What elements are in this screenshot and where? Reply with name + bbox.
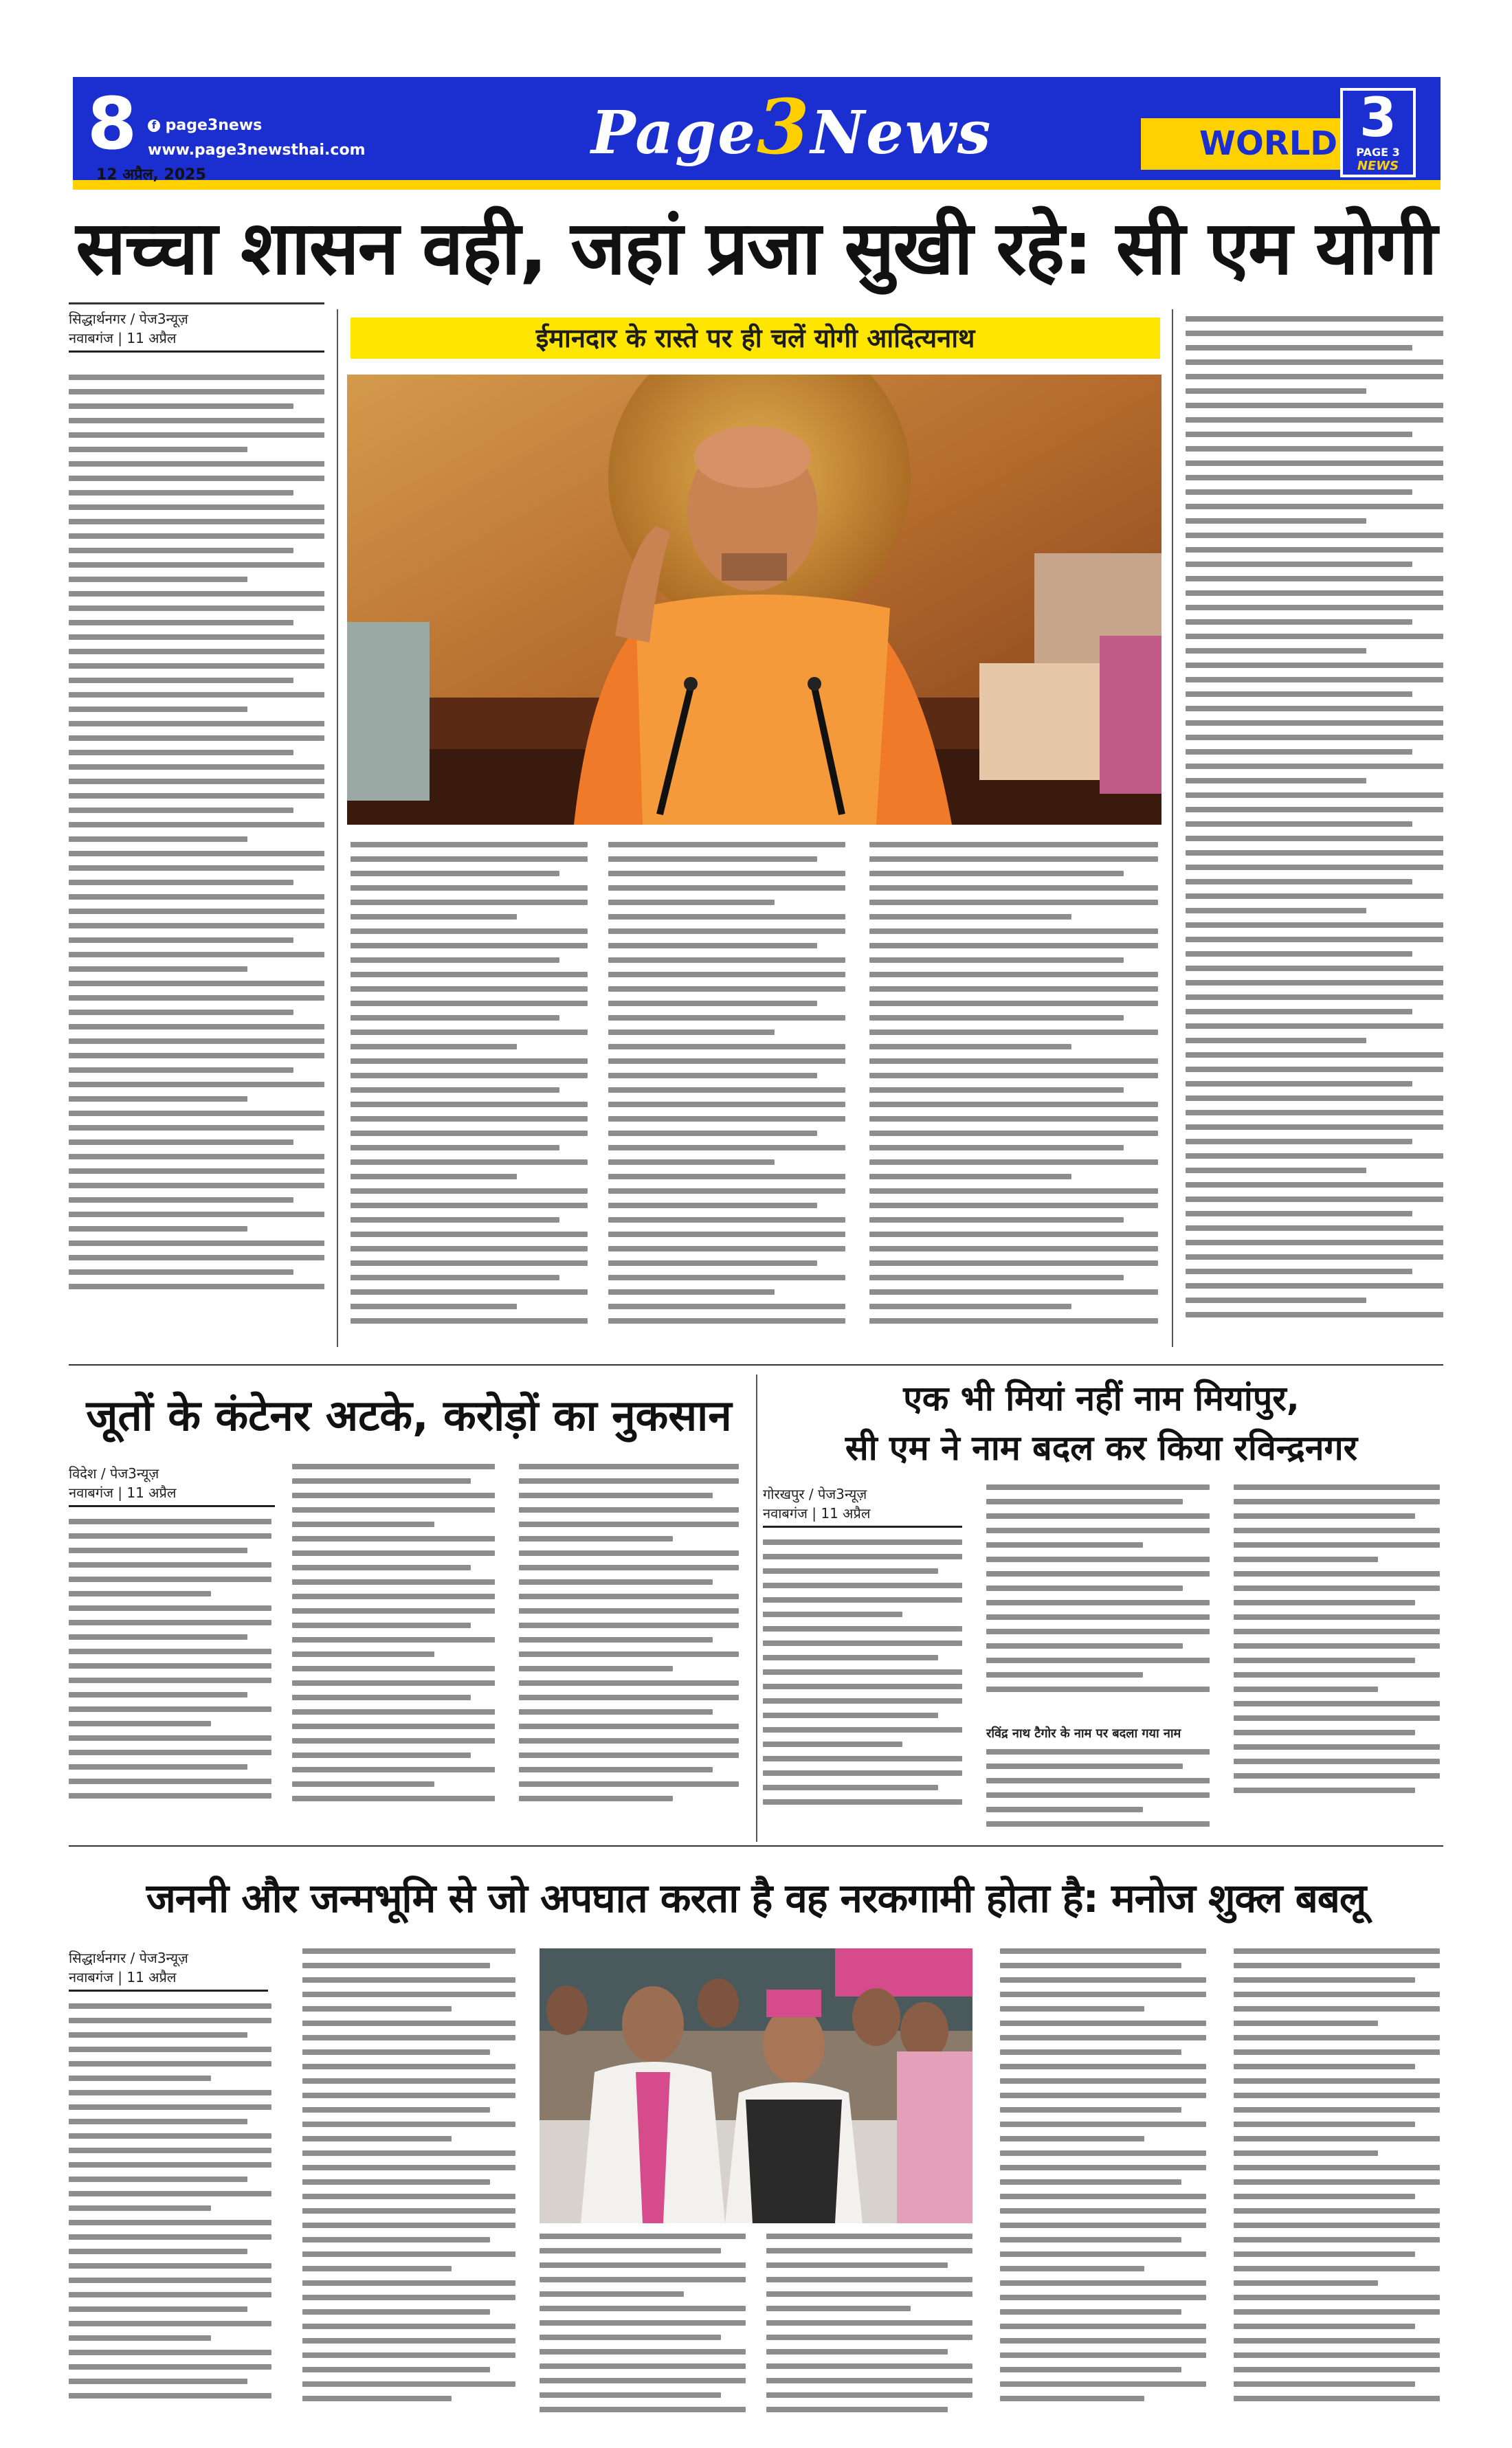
story3-byline-city: गोरखपुर / पेज3न्यूज़ [763,1486,867,1502]
story4-column-4 [766,2234,972,2440]
story2-column-1 [69,1519,271,1835]
facebook-handle[interactable] [148,117,262,134]
story2-column-2 [292,1464,495,1835]
story4-column-2 [302,1948,515,2436]
story1-photo[interactable] [347,375,1161,825]
story3-byline [763,1484,962,1531]
facebook-icon: f [148,120,160,132]
story1-byline-rule [69,302,324,304]
story3-byline-date: नवाबगंज | 11 अप्रैल [763,1505,871,1522]
edition-date: 12 अप्रैल, 2025 [96,166,206,183]
header-rule [73,180,1441,190]
story1-column-4 [869,842,1158,1357]
story2-byline [69,1464,275,1510]
section-label[interactable]: WORLD [1141,118,1340,170]
story1-column-left [69,375,324,1337]
story4-column-3 [540,2234,746,2440]
newspaper-logo[interactable] [591,82,992,171]
story1-headline[interactable]: सच्चा शासन वही, जहां प्रजा सुखी रहे: सी एम योगी [76,205,1436,291]
story4-byline-city: सिद्धार्थनगर / पेज3न्यूज़ [69,1950,188,1966]
column-divider [337,309,338,1347]
story4-headline[interactable]: जननी और जन्मभूमि से जो अपघात करता है वह नरकगामी होता है: मनोज शुक्ल बबलू [146,1875,1366,1922]
brand-badge [1340,88,1416,177]
photo-icon [347,375,1161,825]
column-divider [1172,309,1173,1347]
story4-column-6 [1234,1948,1440,2436]
column-divider [756,1375,757,1842]
story3-column-3 [1234,1484,1440,1835]
facebook-handle-text: page3news [165,117,263,134]
story1-subhead: ईमानदार के रास्ते पर ही चलें योगी आदित्यनाथ [351,318,1160,359]
story1-column-right [1186,316,1443,1350]
story4-photo[interactable] [540,1948,972,2223]
story1-column-3 [608,842,845,1357]
badge-small: PAGE 3 [1356,146,1400,159]
story2-column-3 [519,1464,739,1835]
badge-tag: NEWS [1357,159,1399,173]
story1-byline [69,309,324,355]
story1-column-2 [351,842,588,1357]
story4-byline-date: नवाबगंज | 11 अप्रैल [69,1969,177,1985]
section-divider [69,1845,1443,1847]
page-number: 8 [87,82,137,166]
story2-byline-date: नवाबगंज | 11 अप्रैल [69,1484,177,1501]
photo-icon [540,1948,972,2223]
story4-byline [69,1948,268,1994]
story3-column-2b [986,1749,1210,1835]
badge-number: 3 [1359,87,1397,149]
story3-headline-line2[interactable]: सी एम ने नाम बदल कर किया रविन्द्रनगर [845,1428,1358,1468]
story3-column-2 [986,1484,1210,1718]
section-divider [69,1364,1443,1366]
story2-byline-city: विदेश / पेज3न्यूज़ [69,1465,159,1482]
logo-part-news: News [810,98,992,168]
story3-inline-subhead: रविंद्र नाथ टैगोर के नाम पर बदला गया नाम [986,1726,1181,1741]
story4-column-1 [69,2003,271,2436]
story2-headline[interactable]: जूतों के कंटेनर अटके, करोड़ों का नुकसान [86,1390,732,1440]
website-link[interactable]: www.page3newsthai.com [148,142,366,159]
logo-part-page: Page [591,98,757,168]
story3-headline-line1[interactable]: एक भी मियां नहीं नाम मियांपुर, [903,1379,1300,1418]
story1-byline-city: सिद्धार्थनगर / पेज3न्यूज़ [69,311,188,327]
story1-byline-date: नवाबगंज | 11 अप्रैल [69,330,177,346]
logo-part-three: 3 [756,82,811,171]
story3-column-1 [763,1539,962,1828]
story4-column-5 [1000,1948,1206,2436]
